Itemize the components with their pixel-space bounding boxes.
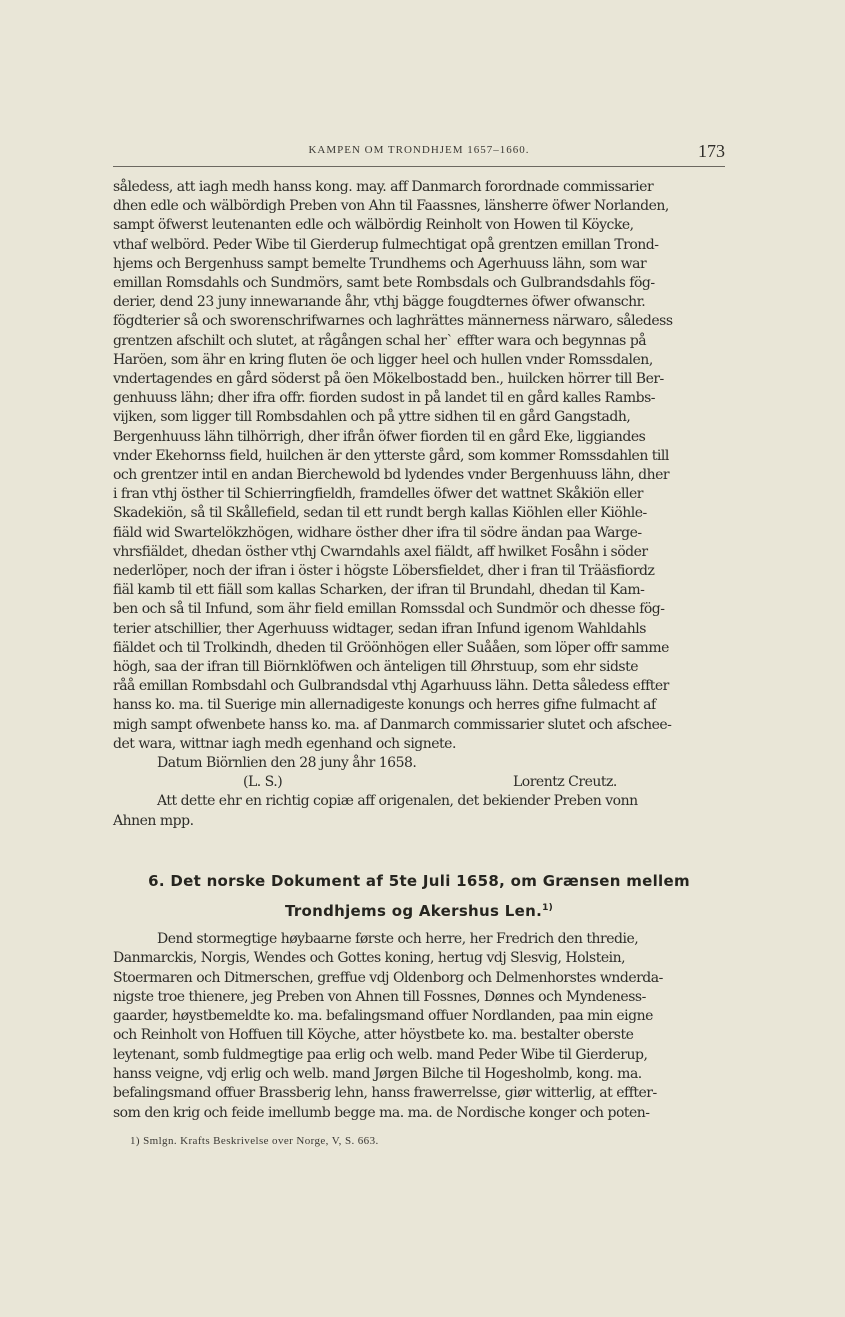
signature-row	[113, 773, 725, 792]
dated-line: Datum Biörnlien den 28 juny åhr 1658.	[157, 755, 417, 772]
text-line: som den krig och feide imellumb begge ma. ma. de Nordische konger och poten-	[113, 1104, 650, 1121]
text-line: vhrsfiäldet, dhedan östher vthj Cwarndahls axel fiäldt, aff hwilket Fosåhn i söder	[113, 543, 648, 560]
heading-text: Trondhjems og Akershus Len.	[284, 902, 543, 920]
text-line: högh, saa der ifran till Biörnklöfwen och änteligen till Øhrstuup, som ehr sidste	[113, 659, 639, 676]
text-line: migh sampt ofwenbete hanss ko. ma. af Danmarch commissarier slutet och afschee-	[113, 716, 672, 733]
document-text	[113, 930, 725, 1123]
signer-name: Lorentz Creutz.	[513, 774, 617, 791]
text-line: leytenant, somb fuldmegtige paa erlig och welb. mand Peder Wibe til Gierderup,	[113, 1046, 648, 1063]
text-line: Skadekiön, så til Skållefield, sedan til ett rundt bergh kallas Kiöhlen eller Kiöhle-	[113, 505, 647, 522]
text-line: grentzen afschilt och slutet, at rågången schal her` effter wara och begynnas på	[113, 332, 647, 349]
heading-line: 6. Det norske Dokument af 5te Juli 1658, om Grænsen mellem	[148, 872, 690, 890]
text-line: hjems och Bergenhuss sampt bemelte Trundhems och Agerhuuss lähn, som war	[113, 255, 647, 272]
text-line: Haröen, som ähr en kring fluten öe och ligger heel och hullen vnder Romssdalen,	[113, 351, 653, 368]
text-line: vndertagendes en gård söderst på öen Mökelbostadd ben., huilcken hörrer till Ber-	[113, 371, 664, 388]
page-header	[113, 138, 725, 170]
text-line: råå emillan Rombsdahl och Gulbrandsdal vthj Agarhuuss lähn. Detta såledess effter	[113, 678, 669, 695]
text-line: dhen edle och wälbördigh Preben von Ahn til Faassnes, länsherre öfwer Norlanden,	[113, 198, 669, 215]
text-line: vnder Ekehornss field, huilchen är den ytterste gård, som kommer Romssdahlen till	[113, 447, 669, 464]
text-line: fögdterier så och sworenschrifwarnes och laghrättes männerness närwaro, såledess	[113, 313, 673, 330]
text-line: genhuuss lähn; dher ifra offr. fiorden sudost in på landet til en gård kalles Rambs-	[113, 390, 656, 407]
heading-line-2	[113, 895, 725, 925]
text-line: och grentzer intil en andan Bierchewold bd lydendes vnder Bergenhuuss lähn, dher	[113, 467, 670, 484]
section-heading	[113, 868, 725, 925]
text-line: fiäldet och til Trolkindh, dheden til Gröönhögen eller Suååen, som löper offr samme	[113, 639, 669, 656]
text-line: nederlöper, noch der ifran i öster i högste Löbersfieldet, dher i fran til Trääsfiordz	[113, 563, 655, 580]
header-rule	[113, 166, 725, 167]
text-line: fiäl kamb til ett fiäll som kallas Scharken, der ifran til Brundahl, dhedan til Kam-	[113, 582, 645, 599]
text-line: Att dette ehr en richtig copiæ aff origenalen, det bekiender Preben vonn	[157, 793, 638, 810]
text-line: såledess, att iagh medh hanss kong. may. aff Danmarch forordnade commissarier	[113, 179, 654, 195]
running-title: KAMPEN OM TRONDHJEM 1657–1660.	[308, 144, 530, 156]
text-line: Dend stormegtige høybaarne første och herre, her Fredrich den thredie,	[157, 931, 639, 947]
text-line: Ahnen mpp.	[113, 812, 194, 829]
text-line: nigste troe thienere, jeg Preben von Ahnen till Fossnes, Dønnes och Myndeness-	[113, 988, 646, 1005]
page-number: 173	[698, 141, 725, 161]
letter-text	[113, 178, 725, 831]
text-line: Danmarckis, Norgis, Wendes och Gottes koning, hertug vdj Slesvig, Holstein,	[113, 950, 626, 967]
seal-mark: (L. S.)	[243, 774, 283, 791]
text-line: befalingsmand offuer Brassberig lehn, hanss frawerrelsse, giør witterlig, at effter-	[113, 1085, 657, 1102]
text-line: hanss ko. ma. til Suerige min allernadigeste konungs och herres gifne fulmacht af	[113, 697, 656, 714]
text-line: Stoermaren och Ditmerschen, greffue vdj Oldenborg och Delmenhorstes wnderda-	[113, 969, 663, 986]
text-line: derier, dend 23 juny innewarıande åhr, vthj bägge fougdternes öfwer ofwanschr.	[113, 294, 646, 311]
text-line: emillan Romsdahls och Sundmörs, samt bete Rombsdals och Gulbrandsdahls fög-	[113, 275, 655, 292]
letter-paragraph	[113, 178, 725, 754]
text-line: sampt öfwerst leutenanten edle och wälbördig Reinholt von Howen til Köycke,	[113, 217, 634, 234]
text-line: det wara, wittnar iagh medh egenhand och signete.	[113, 735, 456, 752]
text-line: i fran vthj östher til Schierringfieldh, framdelles öfwer det wattnet Skåkiön eller	[113, 486, 643, 503]
attestation	[113, 792, 725, 830]
text-line: vthaf welbörd. Peder Wibe til Gierderup fulmechtigat opå grentzen emillan Trond-	[113, 236, 659, 253]
footnote: 1) Smlgn. Krafts Beskrivelse over Norge, V, S. 663.	[130, 1135, 379, 1147]
text-line: Bergenhuuss lähn tilhörrigh, dher ifrån öfwer fiorden til en gård Eke, liggiandes	[113, 428, 646, 445]
text-line: och Reinholt von Hoffuen till Köyche, atter höystbete ko. ma. bestalter oberste	[113, 1027, 634, 1044]
text-line: fiäld wid Swartelökzhögen, widhare östher dher ifra til södre ändan paa Warge-	[113, 524, 642, 541]
text-line: ben och så til Infund, som ähr field emillan Romssdal och Sundmör och dhesse fög-	[113, 601, 665, 618]
text-line: terier atschillier, ther Agerhuuss widtager, sedan ifran Infund igenom Wahldahls	[113, 620, 646, 637]
text-line: hanss veigne, vdj erlig och welb. mand Jørgen Bilche til Hogesholmb, kong. ma.	[113, 1066, 642, 1083]
footnote-reference[interactable]: 1)	[542, 903, 554, 913]
text-line: vijken, som ligger till Rombsdahlen och på yttre sidhen til en gård Gangstadh,	[113, 409, 631, 426]
text-line: gaarder, høystbemeldte ko. ma. befalingsmand offuer Nordlanden, paa min eigne	[113, 1008, 653, 1025]
